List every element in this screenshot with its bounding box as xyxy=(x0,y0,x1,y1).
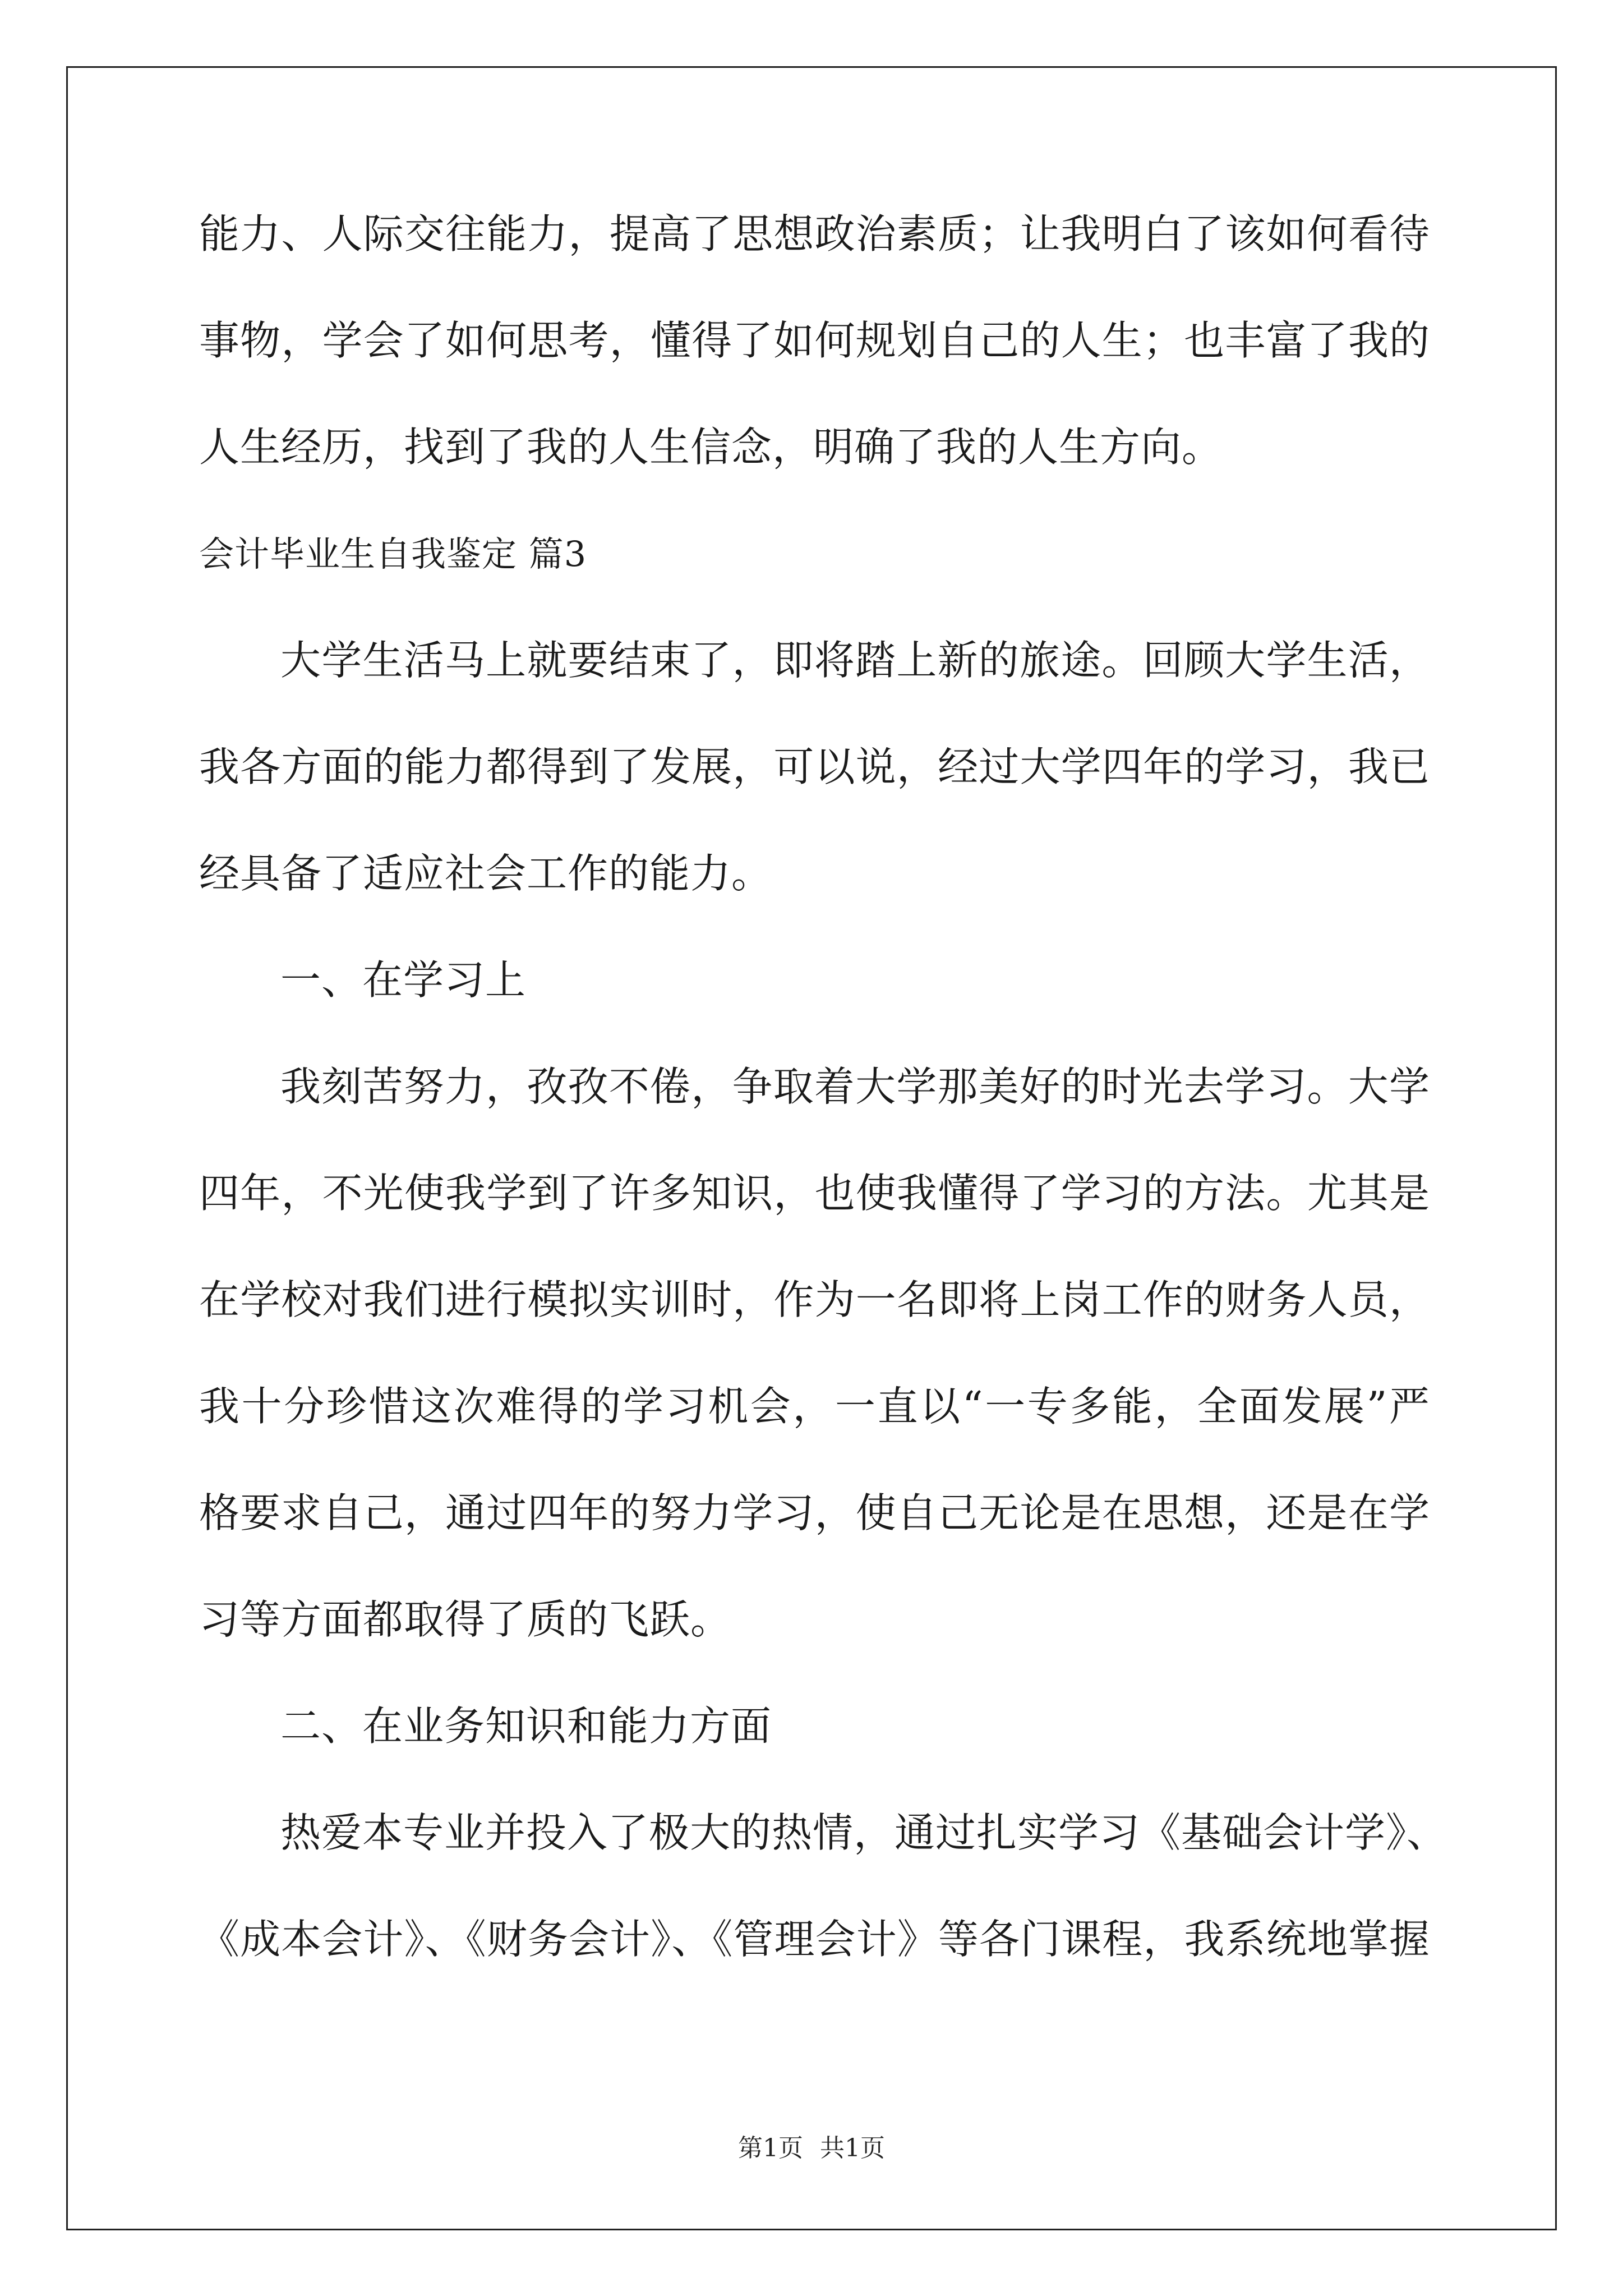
page-footer xyxy=(0,2132,1623,2165)
body-line: 经具备了适应社会工作的能力。 xyxy=(199,850,773,897)
body-line: 大学生活马上就要结束了，即将踏上新的旅途。回顾大学生活， xyxy=(280,637,1430,684)
body-line: 格要求自己，通过四年的努力学习，使自己无论是在思想，还是在学 xyxy=(199,1489,1430,1536)
subsection-heading: 一、在学习上 xyxy=(280,956,527,1004)
body-line: 事物，学会了如何思考，懂得了如何规划自己的人生；也丰富了我的 xyxy=(199,317,1430,364)
body-line: 能力、人际交往能力，提高了思想政治素质；让我明白了该如何看待 xyxy=(199,210,1430,257)
body-line: 在学校对我们进行模拟实训时，作为一名即将上岗工作的财务人员， xyxy=(199,1276,1430,1323)
body-line: 我刻苦努力，孜孜不倦，争取着大学那美好的时光去学习。大学 xyxy=(280,1063,1430,1110)
body-line: 热爱本专业并投入了极大的热情，通过扎实学习《基础会计学》、 xyxy=(280,1809,1448,1856)
document-body xyxy=(199,208,1448,2019)
body-line: 《成本会计》、《财务会计》、《管理会计》等各门课程，我系统地掌握 xyxy=(199,1916,1430,1963)
body-line: 人生经历，找到了我的人生信念，明确了我的人生方向。 xyxy=(199,424,1223,471)
body-line: 四年，不光使我学到了许多知识，也使我懂得了学习的方法。尤其是 xyxy=(199,1170,1430,1217)
body-line: 我十分珍惜这次难得的学习机会，一直以“一专多能，全面发展”严 xyxy=(199,1383,1430,1430)
body-line: 习等方面都取得了质的飞跃。 xyxy=(199,1596,732,1643)
section-heading: 会计毕业生自我鉴定 篇3 xyxy=(199,533,587,574)
page-number: 第1页 xyxy=(738,2134,803,2162)
subsection-heading: 二、在业务知识和能力方面 xyxy=(280,1703,772,1750)
page-total: 共1页 xyxy=(820,2134,885,2162)
body-line: 我各方面的能力都得到了发展，可以说，经过大学四年的学习，我已 xyxy=(199,743,1430,790)
